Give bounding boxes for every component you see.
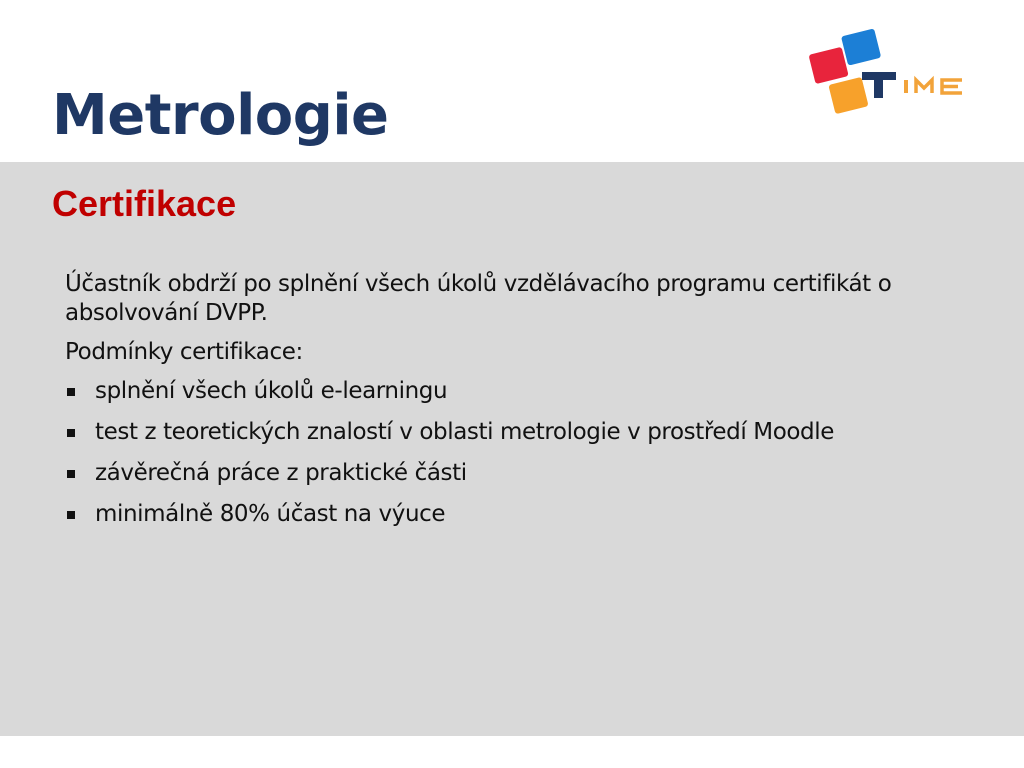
square-bullet-icon	[67, 429, 75, 437]
square-bullet-icon	[67, 388, 75, 396]
list-item-text: splnění všech úkolů e-learningu	[95, 378, 448, 404]
slide-body	[65, 270, 995, 541]
square-bullet-icon	[67, 511, 75, 519]
list-item	[65, 377, 995, 406]
slide-subtitle: Certifikace	[52, 183, 237, 224]
slide-title: Metrologie	[52, 83, 389, 148]
list-item	[65, 500, 995, 529]
time-logo	[808, 26, 988, 118]
intro-paragraph: Účastník obdrží po splnění všech úkolů vzdělávacího programu certifikát o absolvování DVPP.	[65, 271, 892, 326]
time-logo-graphic	[808, 26, 988, 118]
list-item	[65, 418, 995, 447]
list-item-text: závěrečná práce z praktické části	[95, 460, 467, 486]
conditions-heading: Podmínky certifikace:	[65, 339, 303, 365]
conditions-list	[65, 377, 995, 529]
list-item	[65, 459, 995, 488]
list-item-text: minimálně 80% účast na výuce	[95, 501, 446, 527]
square-bullet-icon	[67, 470, 75, 478]
list-item-text: test z teoretických znalostí v oblasti metrologie v prostředí Moodle	[95, 419, 834, 445]
